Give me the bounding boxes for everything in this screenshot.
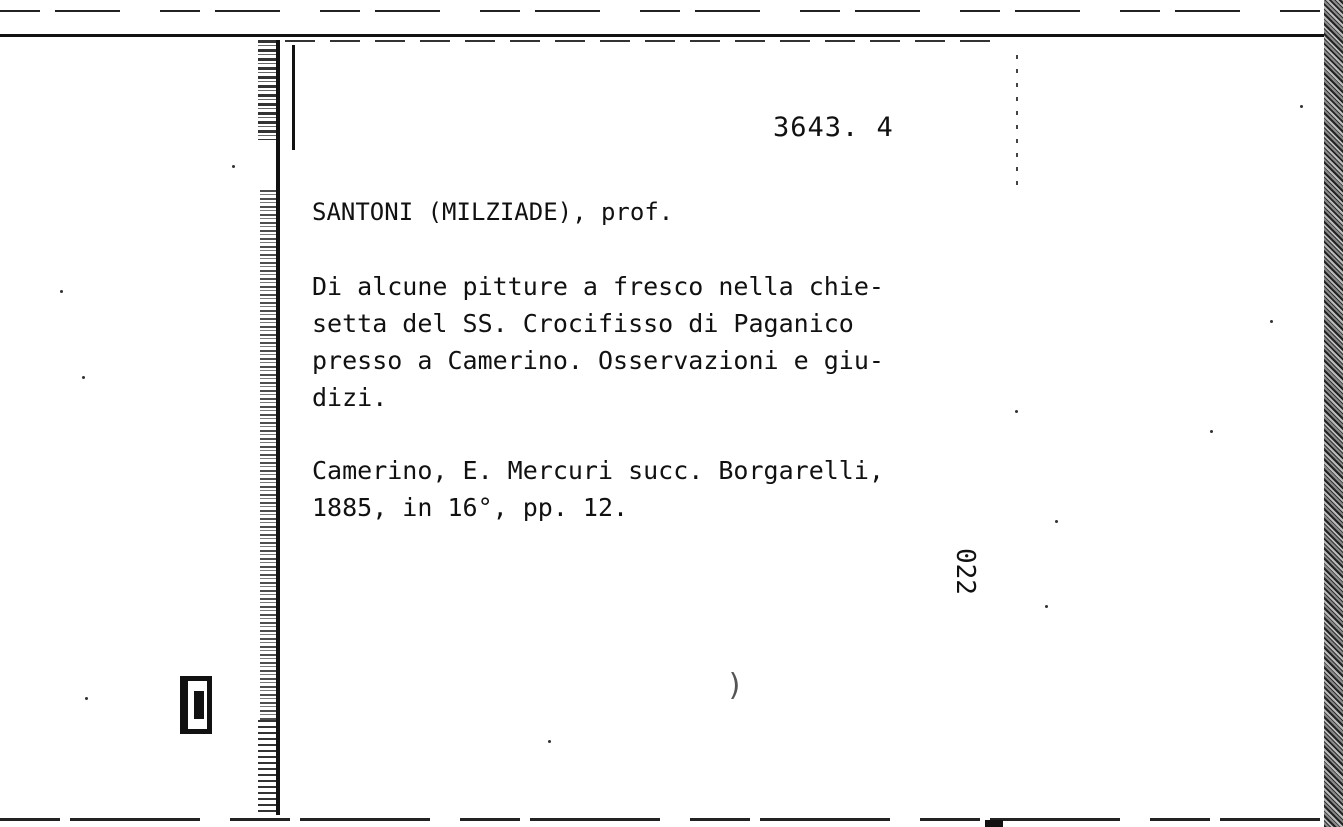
binding-rod [276, 40, 280, 815]
speck [85, 697, 88, 700]
speck [1055, 520, 1058, 523]
right-scan-edge [1324, 0, 1343, 827]
shelfmark: 3643. 4 [773, 112, 894, 143]
binding-noise [260, 190, 276, 755]
card-binding-edge [258, 40, 284, 815]
speck [548, 740, 551, 743]
rotated-side-number: 022 [950, 548, 980, 595]
speck [1270, 320, 1273, 323]
library-stamp [180, 676, 212, 734]
title-line: dizi. [312, 383, 388, 412]
imprint-line: Camerino, E. Mercuri succ. Borgarelli, [312, 456, 884, 485]
card-bracket [292, 45, 305, 150]
title-line: Di alcune pitture a fresco nella chie- [312, 272, 884, 301]
title-line: presso a Camerino. Osservazioni e giu- [312, 346, 884, 375]
bottom-speck [985, 820, 1003, 827]
speck [1045, 605, 1048, 608]
top-scan-border [0, 0, 1325, 37]
speck [1300, 105, 1303, 108]
speck [232, 165, 235, 168]
author-heading: SANTONI (MILZIADE), prof. [312, 198, 674, 226]
bottom-scan-border [0, 818, 1320, 821]
title-block [312, 268, 1032, 416]
card-right-edge [1016, 55, 1018, 195]
speck [60, 290, 63, 293]
speck [82, 376, 85, 379]
card-top-edge [285, 40, 1005, 42]
speck [1210, 430, 1213, 433]
speck [1015, 410, 1018, 413]
title-line: setta del SS. Crocifisso di Paganico [312, 309, 854, 338]
stamp-icon [180, 676, 212, 734]
faint-mark: ) [726, 668, 745, 703]
imprint-line: 1885, in 16°, pp. 12. [312, 493, 629, 522]
imprint-block [312, 452, 1032, 526]
